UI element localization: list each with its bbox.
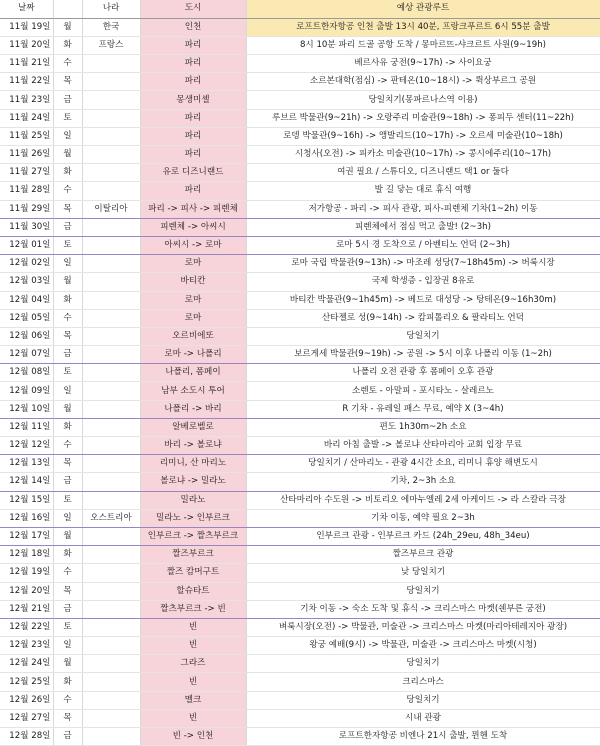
cell-country	[82, 309, 140, 327]
table-row	[0, 346, 600, 364]
cell-city: 바티칸	[140, 273, 246, 291]
cell-date: 12월 19일	[0, 564, 53, 582]
table-row	[0, 55, 600, 73]
cell-city: 짤츠부르크 -> 빈	[140, 600, 246, 618]
cell-date: 12월 07일	[0, 346, 53, 364]
cell-plan: 보르게세 박물관(9~19h) -> 공원 -> 5시 이후 나폴리 이동 (1~2h)	[246, 346, 600, 364]
cell-day: 금	[53, 728, 82, 746]
cell-date: 12월 22일	[0, 618, 53, 636]
cell-country	[82, 73, 140, 91]
cell-city: 바리 -> 볼로냐	[140, 437, 246, 455]
cell-plan: 크리스마스	[246, 673, 600, 691]
cell-country	[82, 418, 140, 436]
cell-date: 12월 04일	[0, 291, 53, 309]
cell-plan: 로프트한자항공 인천 출발 13시 40분, 프랑크푸르트 6시 55분 출발	[246, 18, 600, 36]
cell-country	[82, 400, 140, 418]
cell-date: 12월 15일	[0, 491, 53, 509]
header-day	[53, 0, 82, 18]
cell-plan: 편도 1h30m~2h 소요	[246, 418, 600, 436]
cell-day: 목	[53, 200, 82, 218]
cell-plan: 왕궁 예배(9시) -> 박물관, 미술관 -> 크리스마스 마켓(시청)	[246, 637, 600, 655]
table-row	[0, 73, 600, 91]
cell-country	[82, 91, 140, 109]
table-row	[0, 618, 600, 636]
cell-plan: 당일치기	[246, 691, 600, 709]
cell-day: 수	[53, 182, 82, 200]
cell-city: 알베로벨로	[140, 418, 246, 436]
cell-day: 토	[53, 618, 82, 636]
cell-city: 빈 -> 인천	[140, 728, 246, 746]
cell-country	[82, 236, 140, 254]
cell-country	[82, 673, 140, 691]
cell-day: 금	[53, 473, 82, 491]
cell-date: 12월 06일	[0, 327, 53, 345]
cell-day: 목	[53, 582, 82, 600]
cell-country	[82, 164, 140, 182]
table-row	[0, 91, 600, 109]
cell-city: 나폴리, 폼페이	[140, 364, 246, 382]
cell-day: 목	[53, 455, 82, 473]
table-row	[0, 728, 600, 746]
cell-country	[82, 600, 140, 618]
table-row	[0, 273, 600, 291]
cell-day: 목	[53, 327, 82, 345]
cell-country	[82, 709, 140, 727]
cell-plan: 짤즈부르크 관광	[246, 546, 600, 564]
cell-plan: 루브르 박물관(9~21h) -> 오랑주리 미술관(9~18h) -> 퐁피두 센터(11~22h)	[246, 109, 600, 127]
cell-country	[82, 582, 140, 600]
cell-date: 11월 22일	[0, 73, 53, 91]
cell-country	[82, 273, 140, 291]
cell-day: 목	[53, 709, 82, 727]
cell-day: 월	[53, 273, 82, 291]
table-row	[0, 527, 600, 545]
cell-day: 화	[53, 673, 82, 691]
cell-country	[82, 618, 140, 636]
cell-city: 오르비에또	[140, 327, 246, 345]
cell-city: 그라즈	[140, 655, 246, 673]
table-row	[0, 455, 600, 473]
cell-plan: 국제 학생증 - 입장권 8유로	[246, 273, 600, 291]
cell-day: 월	[53, 146, 82, 164]
cell-plan: 로마 국립 박물관(9~13h) -> 마조레 성당(7~18h45m) -> 버룩시장	[246, 255, 600, 273]
cell-city: 파리	[140, 55, 246, 73]
cell-date: 12월 25일	[0, 673, 53, 691]
table-row	[0, 236, 600, 254]
cell-plan: 소렌토 - 아말피 - 포시타노 - 살레르노	[246, 382, 600, 400]
header-date: 날짜	[0, 0, 53, 18]
table-row	[0, 182, 600, 200]
table-row	[0, 546, 600, 564]
cell-country	[82, 346, 140, 364]
header-row	[0, 0, 600, 18]
header-plan: 예상 관광루트	[246, 0, 600, 18]
cell-plan: 소르본대학(점심) -> 판테온(10~18시) -> 뤽상부르그 공원	[246, 73, 600, 91]
cell-country	[82, 182, 140, 200]
cell-city: 할슈타트	[140, 582, 246, 600]
cell-plan: 여권 필요 / 스튜디오, 디즈니랜드 택1 or 둘다	[246, 164, 600, 182]
cell-country	[82, 491, 140, 509]
table-row	[0, 600, 600, 618]
cell-day: 수	[53, 55, 82, 73]
cell-date: 12월 17일	[0, 527, 53, 545]
cell-country	[82, 109, 140, 127]
cell-day: 월	[53, 655, 82, 673]
cell-city: 유로 디즈니랜드	[140, 164, 246, 182]
table-row	[0, 673, 600, 691]
cell-date: 12월 27일	[0, 709, 53, 727]
cell-day: 화	[53, 291, 82, 309]
header-country: 나라	[82, 0, 140, 18]
cell-date: 12월 26일	[0, 691, 53, 709]
cell-day: 일	[53, 382, 82, 400]
cell-country: 한국	[82, 18, 140, 36]
cell-city: 남부 소도시 투어	[140, 382, 246, 400]
cell-day: 토	[53, 491, 82, 509]
cell-date: 12월 14일	[0, 473, 53, 491]
cell-date: 11월 30일	[0, 218, 53, 236]
cell-date: 12월 08일	[0, 364, 53, 382]
cell-date: 12월 10일	[0, 400, 53, 418]
table-row	[0, 637, 600, 655]
cell-day: 일	[53, 509, 82, 527]
cell-date: 12월 18일	[0, 546, 53, 564]
cell-day: 수	[53, 437, 82, 455]
table-row	[0, 655, 600, 673]
cell-city: 밀라노 -> 인부르크	[140, 509, 246, 527]
cell-country: 오스트리아	[82, 509, 140, 527]
cell-day: 수	[53, 309, 82, 327]
cell-city: 파리	[140, 127, 246, 145]
cell-city: 나폴리 -> 바리	[140, 400, 246, 418]
cell-city: 로마	[140, 291, 246, 309]
cell-plan: 산타마리아 수도원 -> 비토리오 에마누엘레 2세 아케이드 -> 라 스칼라 극장	[246, 491, 600, 509]
cell-plan: 기차, 2~3h 소요	[246, 473, 600, 491]
cell-day: 월	[53, 400, 82, 418]
cell-day: 토	[53, 236, 82, 254]
cell-city: 파리 -> 피사 -> 피렌체	[140, 200, 246, 218]
cell-plan: 8시 10분 파리 드골 공항 도착 / 몽마르뜨-샤크르트 사원(9~19h)	[246, 36, 600, 54]
cell-date: 12월 11일	[0, 418, 53, 436]
cell-country	[82, 291, 140, 309]
cell-city: 볼로냐 -> 밀라노	[140, 473, 246, 491]
cell-plan: 당일치기(몽파르나스역 이용)	[246, 91, 600, 109]
cell-plan: 로마 5시 경 도착으로 / 아벤티노 언덕 (2~3h)	[246, 236, 600, 254]
table-row	[0, 291, 600, 309]
cell-date: 12월 13일	[0, 455, 53, 473]
table-row	[0, 709, 600, 727]
cell-day: 금	[53, 346, 82, 364]
cell-plan: 바리 아침 출발 -> 볼로냐 산타마리아 교회 입장 무료	[246, 437, 600, 455]
table-row	[0, 109, 600, 127]
cell-date: 11월 28일	[0, 182, 53, 200]
cell-country	[82, 327, 140, 345]
table-row	[0, 255, 600, 273]
cell-plan: 피렌체에서 점심 먹고 출발! (2~3h)	[246, 218, 600, 236]
table-row	[0, 164, 600, 182]
cell-date: 11월 29일	[0, 200, 53, 218]
cell-date: 12월 21일	[0, 600, 53, 618]
cell-city: 피렌체 -> 아씨시	[140, 218, 246, 236]
cell-plan: 발 길 닿는 대로 휴식 여행	[246, 182, 600, 200]
cell-plan: 당일치기 / 산마리노 - 관광 4시간 소요, 리미니 휴양 해변도시	[246, 455, 600, 473]
cell-plan: 시내 관광	[246, 709, 600, 727]
cell-date: 12월 23일	[0, 637, 53, 655]
cell-city: 몽생미셸	[140, 91, 246, 109]
cell-date: 11월 27일	[0, 164, 53, 182]
cell-city: 아씨시 -> 로마	[140, 236, 246, 254]
cell-city: 파리	[140, 146, 246, 164]
table-row	[0, 200, 600, 218]
cell-plan: 낮 당일치기	[246, 564, 600, 582]
cell-city: 짤즈 캄머구트	[140, 564, 246, 582]
header-city: 도시	[140, 0, 246, 18]
cell-city: 빈	[140, 673, 246, 691]
cell-country	[82, 146, 140, 164]
table-row	[0, 382, 600, 400]
cell-country	[82, 564, 140, 582]
cell-day: 화	[53, 164, 82, 182]
cell-date: 12월 24일	[0, 655, 53, 673]
cell-date: 12월 02일	[0, 255, 53, 273]
cell-city: 멜크	[140, 691, 246, 709]
cell-plan: 시청사(오전) -> 피카소 미술관(10~17h) -> 콩시에주리(10~17h)	[246, 146, 600, 164]
table-row	[0, 564, 600, 582]
cell-country	[82, 527, 140, 545]
cell-city: 밀라노	[140, 491, 246, 509]
cell-date: 12월 20일	[0, 582, 53, 600]
cell-country	[82, 364, 140, 382]
cell-date: 11월 21일	[0, 55, 53, 73]
table-row	[0, 327, 600, 345]
cell-country	[82, 473, 140, 491]
cell-day: 토	[53, 109, 82, 127]
cell-date: 12월 12일	[0, 437, 53, 455]
cell-date: 12월 16일	[0, 509, 53, 527]
cell-country	[82, 637, 140, 655]
cell-plan: 베르사유 궁전(9~17h) -> 사이요궁	[246, 55, 600, 73]
cell-plan: 나폴리 오전 관광 후 폼페이 오후 관광	[246, 364, 600, 382]
cell-plan: 기차 이동 -> 숙소 도착 및 휴식 -> 크리스마스 마켓(쉔부른 궁전)	[246, 600, 600, 618]
cell-day: 토	[53, 364, 82, 382]
table-row	[0, 491, 600, 509]
cell-day: 화	[53, 418, 82, 436]
cell-city: 인부르크 -> 짤츠부르크	[140, 527, 246, 545]
cell-day: 금	[53, 218, 82, 236]
cell-city: 빈	[140, 618, 246, 636]
cell-date: 12월 09일	[0, 382, 53, 400]
cell-plan: 당일치기	[246, 582, 600, 600]
cell-date: 11월 26일	[0, 146, 53, 164]
cell-plan: 당일치기	[246, 655, 600, 673]
cell-country	[82, 455, 140, 473]
cell-day: 목	[53, 73, 82, 91]
cell-plan: 벼룩시장(오전) -> 박물관, 미술관 -> 크리스마스 마켓(마리아테레지아 광장)	[246, 618, 600, 636]
cell-country	[82, 218, 140, 236]
cell-city: 로마	[140, 255, 246, 273]
cell-plan: 로뎅 박물관(9~16h) -> 앵발리드(10~17h) -> 오르세 미술관(10~18h)	[246, 127, 600, 145]
cell-country	[82, 127, 140, 145]
cell-country	[82, 728, 140, 746]
cell-country: 프랑스	[82, 36, 140, 54]
table-row	[0, 691, 600, 709]
table-row	[0, 309, 600, 327]
cell-date: 11월 20일	[0, 36, 53, 54]
cell-day: 월	[53, 527, 82, 545]
cell-day: 월	[53, 18, 82, 36]
cell-day: 일	[53, 127, 82, 145]
table-row	[0, 364, 600, 382]
cell-country	[82, 382, 140, 400]
cell-country	[82, 437, 140, 455]
table-row	[0, 582, 600, 600]
cell-city: 리미니, 산 마리노	[140, 455, 246, 473]
cell-city: 파리	[140, 182, 246, 200]
table-row	[0, 36, 600, 54]
cell-city: 로마 -> 나폴리	[140, 346, 246, 364]
cell-country	[82, 691, 140, 709]
cell-plan: 저가항공 - 파리 -> 피사 관광, 피사-피렌체 기차(1~2h) 이동	[246, 200, 600, 218]
cell-country: 이탈리아	[82, 200, 140, 218]
cell-day: 화	[53, 546, 82, 564]
cell-date: 11월 24일	[0, 109, 53, 127]
table-row	[0, 18, 600, 36]
cell-country	[82, 55, 140, 73]
cell-date: 11월 25일	[0, 127, 53, 145]
cell-date: 12월 01일	[0, 236, 53, 254]
cell-country	[82, 255, 140, 273]
cell-plan: 기차 이동, 예약 필요 2~3h	[246, 509, 600, 527]
cell-plan: 산타젤로 성(9~14h) -> 캄피톨리오 & 팔라티노 언덕	[246, 309, 600, 327]
cell-date: 12월 28일	[0, 728, 53, 746]
cell-city: 빈	[140, 709, 246, 727]
cell-country	[82, 655, 140, 673]
cell-country	[82, 546, 140, 564]
table-row	[0, 218, 600, 236]
table-row	[0, 509, 600, 527]
cell-city: 파리	[140, 73, 246, 91]
table-row	[0, 473, 600, 491]
cell-city: 파리	[140, 36, 246, 54]
table-row	[0, 146, 600, 164]
cell-day: 수	[53, 691, 82, 709]
cell-plan: 인부르크 관광 - 인부르크 카드 (24h_29eu, 48h_34eu)	[246, 527, 600, 545]
cell-city: 빈	[140, 637, 246, 655]
cell-plan: 로프트한자항공 비엔나 21시 출발, 뮌헨 도착	[246, 728, 600, 746]
cell-day: 화	[53, 36, 82, 54]
table-row	[0, 400, 600, 418]
itinerary-rows	[0, 18, 600, 746]
cell-day: 일	[53, 255, 82, 273]
cell-city: 파리	[140, 109, 246, 127]
table-row	[0, 418, 600, 436]
table-row	[0, 437, 600, 455]
cell-day: 금	[53, 91, 82, 109]
cell-date: 12월 05일	[0, 309, 53, 327]
cell-plan: R 기차 - 유레일 패스 무료, 예약 X (3~4h)	[246, 400, 600, 418]
cell-date: 12월 03일	[0, 273, 53, 291]
cell-day: 수	[53, 564, 82, 582]
cell-city: 인천	[140, 18, 246, 36]
cell-plan: 당일치기	[246, 327, 600, 345]
cell-date: 11월 23일	[0, 91, 53, 109]
cell-plan: 바티칸 박물관(9~1h45m) -> 베드로 대성당 -> 탕테온(9~16h30m)	[246, 291, 600, 309]
cell-city: 짤즈부르크	[140, 546, 246, 564]
cell-city: 로마	[140, 309, 246, 327]
cell-date: 11월 19일	[0, 18, 53, 36]
table-row	[0, 127, 600, 145]
cell-day: 일	[53, 637, 82, 655]
cell-day: 금	[53, 600, 82, 618]
